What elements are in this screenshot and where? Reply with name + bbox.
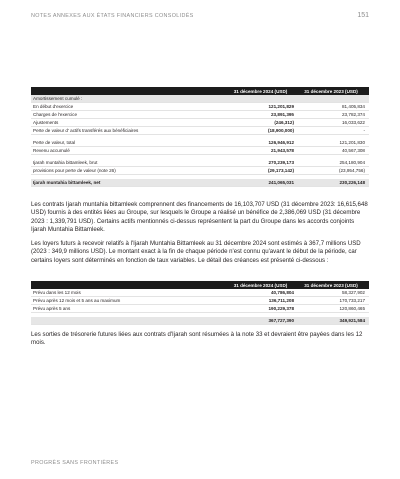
row-label: Revenu accumulé [33, 148, 70, 153]
table-row [31, 127, 369, 135]
row-label: Charges de l'exercice [33, 112, 78, 117]
table-total-row [31, 179, 369, 187]
table-row [31, 147, 369, 155]
row-value-2023: (23,954,756) [338, 168, 365, 173]
table-row [31, 159, 369, 167]
row-value-2023: 40,567,308 [342, 148, 365, 153]
row-value-2023: 81,405,834 [342, 104, 365, 109]
row-label: Ajustements [33, 120, 59, 125]
table-row [31, 111, 369, 119]
paragraph-financing: Les contrats Ijarah muntahia bittamleek comprennent des financements de 16,103,707 USD (31 décembre 2023: 16,615,648 USD) fournis à des entités liées au Groupe, sur lesquels le Groupe a réalisé un bénéfice de 2,386,069 USD (31 décembre 2023 : 1,339,791 USD). Certains actifs mentionnés ci-dessus représentent la part du Groupe dans les accords conjoints Ijarah Muntahia Bittamleek. [31, 201, 368, 234]
column-header-2024: 31 décembre 2024 (USD) [233, 282, 288, 288]
row-value-2024: 241,065,031 [268, 180, 294, 185]
table-row [31, 297, 369, 305]
row-label: Perte de valeur d' actifs transférés aux bénéficiaires [33, 128, 139, 133]
ijarah-table [31, 87, 369, 187]
row-label: Prévu dans les 12 mois [33, 290, 81, 295]
table-row [31, 103, 369, 111]
row-value-2023: 23,782,374 [342, 112, 365, 117]
table-header [31, 281, 369, 289]
row-label: Prévu après 5 ans [33, 306, 71, 311]
paragraph-cash-outflows: Les sorties de trésorerie futures liées aux contrats d'Ijarah sont résumées à la note 33 et devraient être payées dans les 12 mois. [31, 331, 363, 347]
table-row [31, 305, 369, 313]
page-footer: PROGRÈS SANS FRONTIÈRES [31, 460, 119, 466]
table-row [31, 289, 369, 297]
row-label: Ijarah muntahia bittamleek, net [33, 180, 101, 185]
row-value-2024: 136,711,208 [268, 298, 294, 303]
receivables-table [31, 281, 369, 325]
row-value-2024: 126,946,912 [268, 140, 294, 145]
column-header-2024: 31 décembre 2024 (USD) [233, 88, 288, 94]
row-value-2023: 120,860,465 [339, 306, 365, 311]
row-value-2024: 23,891,395 [271, 112, 294, 117]
row-value-2024: (18,900,000) [267, 128, 294, 133]
column-header-2023: 31 décembre 2023 (USD) [304, 88, 358, 94]
row-label: En début d'exercice [33, 104, 74, 109]
row-value-2024: 21,943,578 [271, 148, 294, 153]
page-header [31, 13, 369, 23]
row-value-2023: 170,733,217 [339, 298, 365, 303]
row-value-2023: 230,226,148 [339, 180, 365, 185]
table-total-row [31, 317, 369, 325]
row-value-2024: 367,727,390 [268, 318, 294, 323]
table-row [31, 119, 369, 127]
table-row [31, 167, 369, 175]
row-value-2023: 349,921,584 [339, 318, 365, 323]
row-label: Prévu après 12 mois et 5 ans au maximum [33, 298, 121, 303]
row-value-2023: 16,033,622 [342, 120, 365, 125]
paragraph-future-rents: Les loyers futurs à recevoir relatifs à l'Ijarah Muntahia Bittamleek au 31 décembre 2024 sont estimés à 367,7 millions USD (2023 : 349,9 millions USD). Le montant exact à la fin de chaque période n'est connu qu'avant le début de la période, car certains loyers sont déterminés en fonction de taux variables. Le détail des créances est présenté ci-dessous : [31, 240, 361, 264]
column-header-2023: 31 décembre 2023 (USD) [304, 282, 358, 288]
row-label: Amortissement cumulé : [33, 96, 83, 101]
row-value-2024: 190,229,378 [268, 306, 294, 311]
row-value-2024: (246,312) [274, 120, 294, 125]
table-header [31, 87, 369, 95]
row-value-2024: 40,786,804 [271, 290, 294, 295]
table-row [31, 139, 369, 147]
row-value-2023: 254,180,904 [339, 160, 365, 165]
row-value-2024: 270,239,173 [268, 160, 294, 165]
row-label: Perte de valeur, total [33, 140, 76, 145]
row-label: provisions pour perte de valeur (note 26) [33, 168, 116, 173]
page-number: 151 [357, 12, 369, 19]
row-value-2023: 58,327,902 [342, 290, 365, 295]
table-row [31, 95, 369, 103]
row-value-2023: 121,201,830 [339, 140, 365, 145]
row-value-2023: - [363, 128, 365, 133]
row-value-2024: 121,201,829 [268, 104, 294, 109]
row-value-2024: (29,173,142) [267, 168, 294, 173]
row-label: Ijarah muntahia bittamleek, brut [33, 160, 98, 165]
header-title: NOTES ANNEXES AUX ÉTATS FINANCIERS CONSOLIDÉS [31, 13, 194, 19]
